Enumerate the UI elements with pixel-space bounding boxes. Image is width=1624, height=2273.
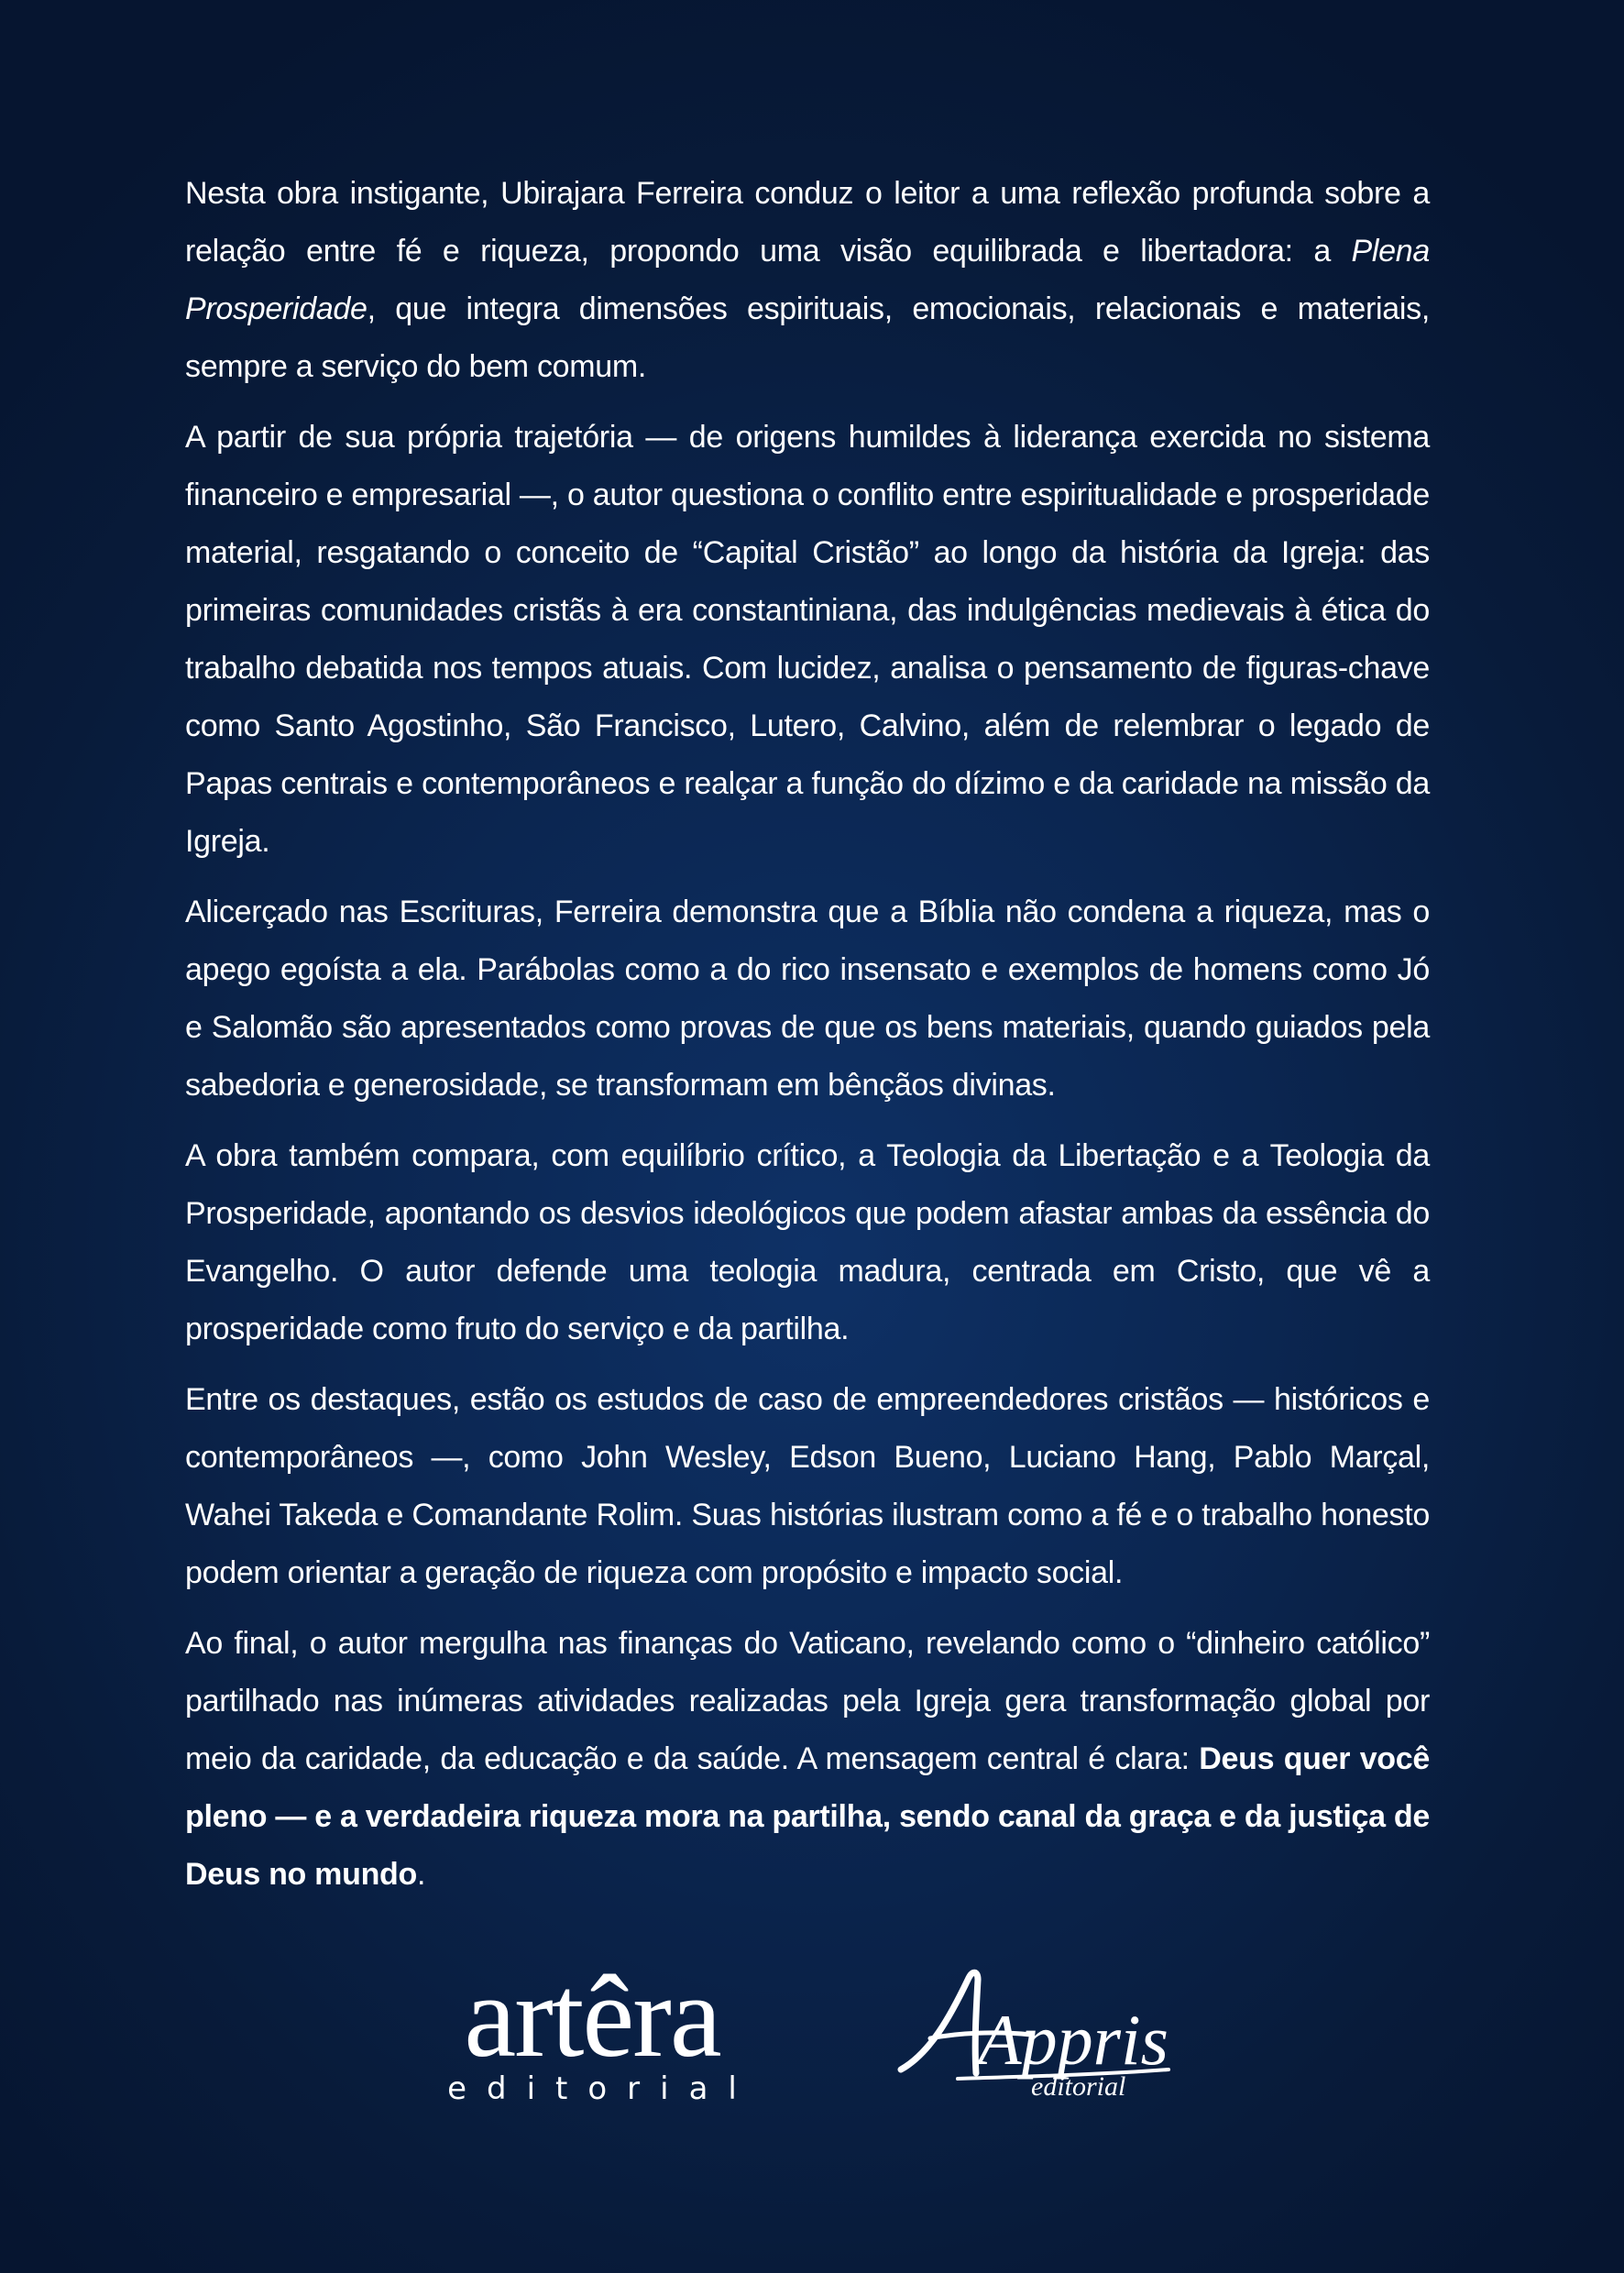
artera-logo-wordmark: artêra: [464, 1951, 720, 2081]
paragraph-6-end: .: [416, 1857, 426, 1892]
paragraph-1-start: Nesta obra instigante, Ubirajara Ferreira conduz o leitor a uma reflexão profunda sobre a relação entre fé e riqueza, propondo uma visão equilibrada e libertadora: a: [185, 176, 1430, 269]
paragraph-1: [185, 165, 1430, 396]
artera-editorial-logo: [427, 1951, 757, 2117]
appris-logo-subtitle: editorial: [1031, 2071, 1126, 2102]
paragraph-3: Alicerçado nas Escrituras, Ferreira demonstra que a Bíblia não condena a riqueza, mas o apego egoísta a ela. Parábolas como a do rico insensato e exemplos de homens como Jó e Salomão são apresentados como provas de que os bens materiais, quando guiados pela sabedoria e generosidade, se transformam em bênçãos divinas.: [185, 895, 1430, 1103]
paragraph-4: A obra também compara, com equilíbrio crítico, a Teologia da Libertação e a Teologia da Prosperidade, apontando os desvios ideológicos que podem afastar ambas da essência do Evangelho. O autor defende uma teologia madura, centrada em Cristo, que vê a prosperidade como fruto do serviço e da partilha.: [185, 1138, 1430, 1346]
paragraph-6-start: Ao final, o autor mergulha nas finanças do Vaticano, revelando como o “dinheiro católico” partilhado nas inúmeras atividades realizadas pela Igreja gera transformação global por meio da caridade, da educação e da saúde. A mensagem central é clara:: [185, 1626, 1430, 1776]
appris-editorial-logo: [894, 1961, 1205, 2117]
appris-logo-mark: [894, 1961, 1205, 2117]
paragraph-6: [185, 1615, 1430, 1904]
paragraph-5: Entre os destaques, estão os estudos de caso de empreendedores cristãos — históricos e contemporâneos —, como John Wesley, Edson Bueno, Luciano Hang, Pablo Marçal, Wahei Takeda e Comandante Rolim. Suas histórias ilustram como a fé e o trabalho honesto podem orientar a geração de riqueza com propósito e impacto social.: [185, 1382, 1430, 1590]
artera-logo-subtitle: editorial: [447, 2070, 757, 2107]
paragraph-1-end: , que integra dimensões espirituais, emocionais, relacionais e materiais, sempre a serviço do bem comum.: [185, 291, 1430, 384]
paragraph-1-italic-term: Plena Prosperidade: [185, 234, 1430, 326]
synopsis-text: [185, 165, 1430, 1916]
paragraph-6-bold-message: Deus quer você pleno — e a verdadeira riqueza mora na partilha, sendo canal da graça e da justiça de Deus no mundo: [185, 1741, 1430, 1892]
appris-logo-wordmark: Appris: [978, 2000, 1169, 2080]
paragraph-2: A partir de sua própria trajetória — de origens humildes à liderança exercida no sistema financeiro e empresarial —, o autor questiona o conflito entre espiritualidade e prosperidade material, resgatando o conceito de “Capital Cristão” ao longo da história da Igreja: das primeiras comunidades cristãs à era constantiniana, das indulgências medievais à ética do trabalho debatida nos tempos atuais. Com lucidez, analisa o pensamento de figuras-chave como Santo Agostinho, São Francisco, Lutero, Calvino, além de relembrar o legado de Papas centrais e contemporâneos e realçar a função do dízimo e da caridade na missão da Igreja.: [185, 420, 1430, 859]
publisher-logos: [0, 1943, 1624, 2126]
